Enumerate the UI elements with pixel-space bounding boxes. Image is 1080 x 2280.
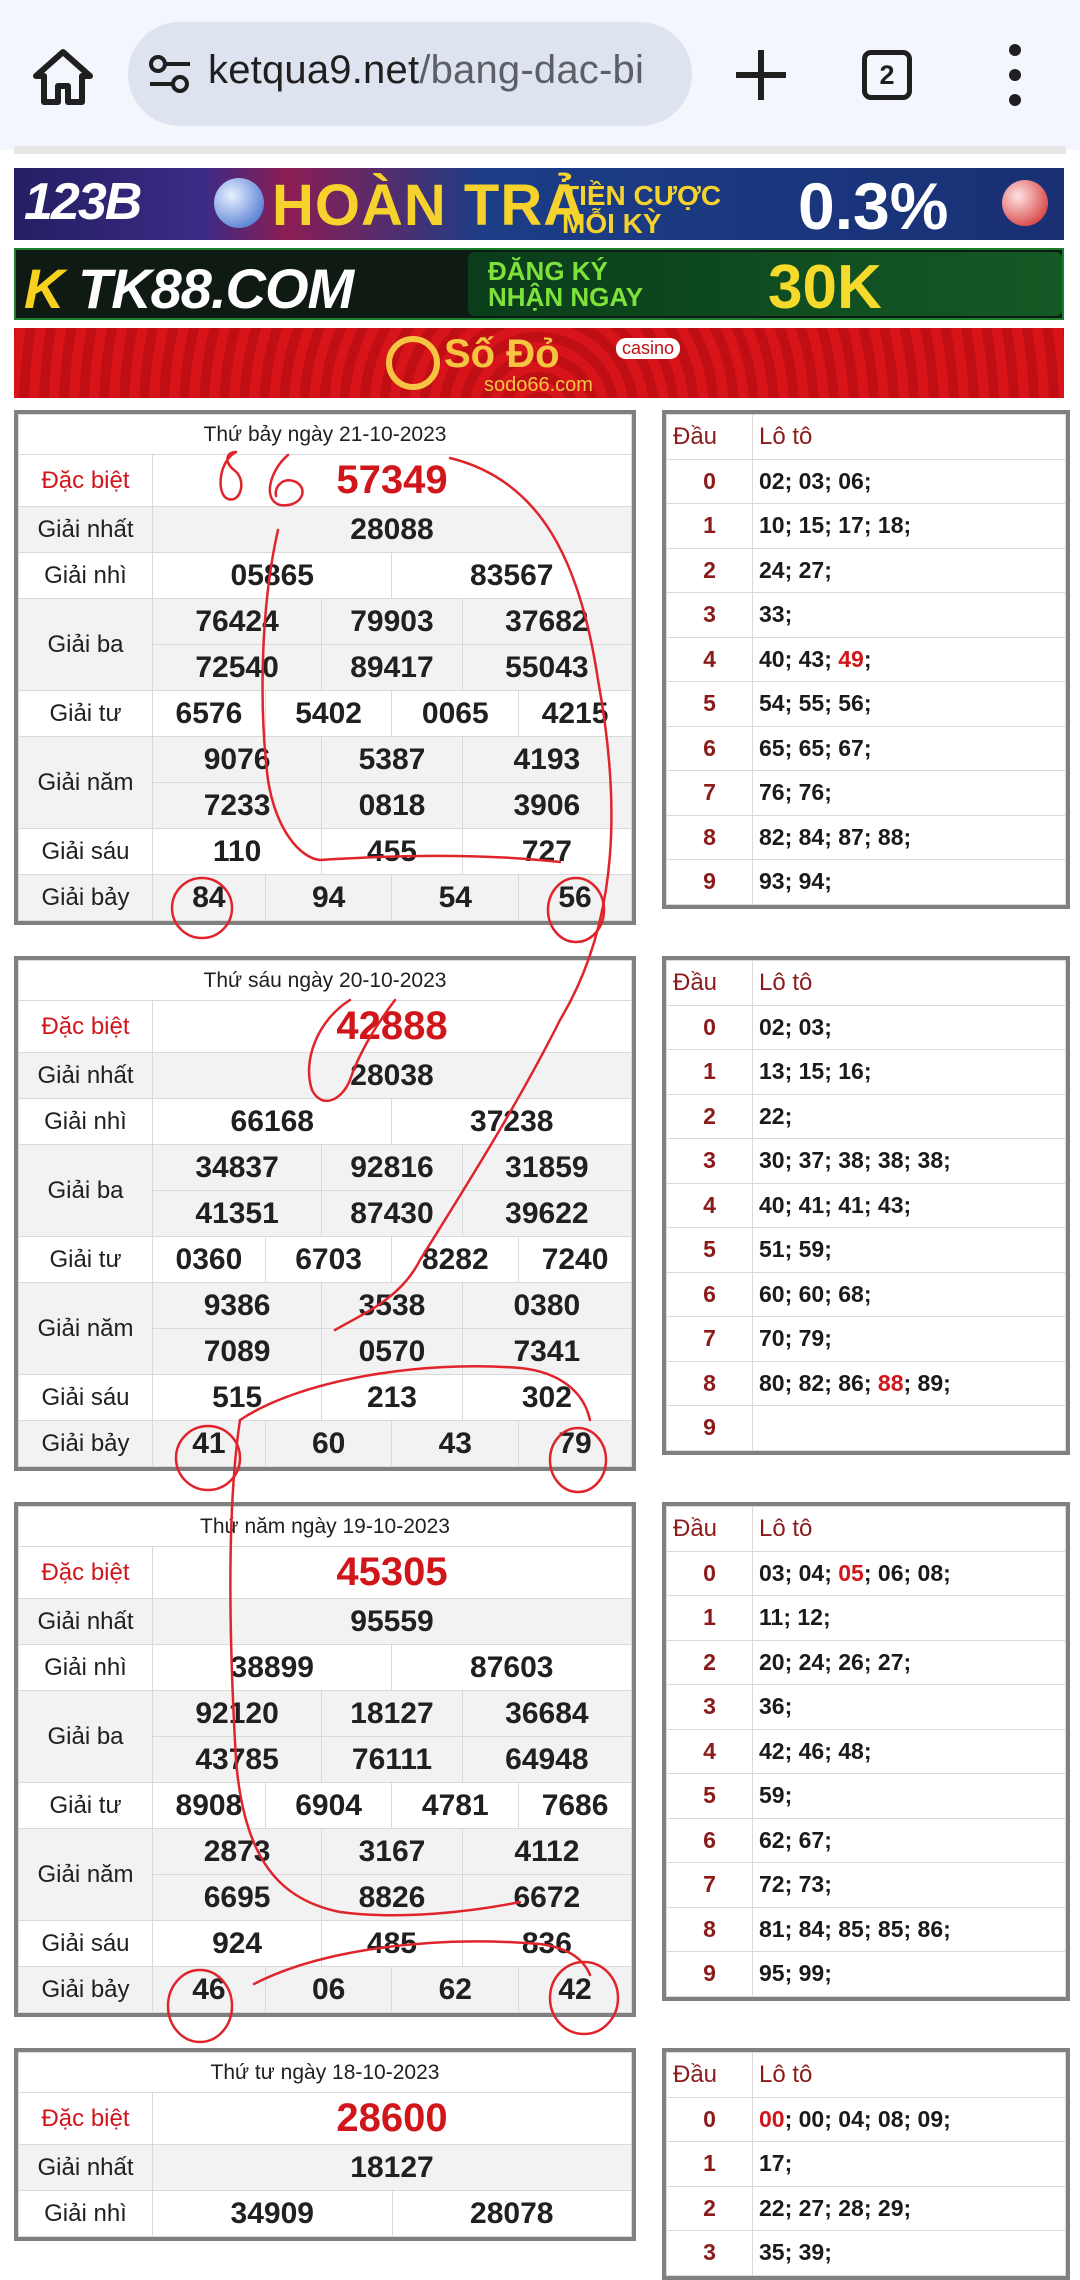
loto-head: 9	[667, 860, 753, 905]
tab-count: 2	[879, 59, 895, 90]
prize-number: 37682	[462, 599, 631, 645]
loto-values: 51; 59;	[753, 1228, 1066, 1273]
label-second: Giải nhì	[19, 1099, 153, 1145]
prize-number: 6672	[462, 1875, 631, 1921]
draw-date: Thứ sáu ngày 20-10-2023	[19, 961, 632, 1001]
loto-head-label: Đầu	[667, 415, 753, 460]
loto-head: 2	[667, 1094, 753, 1139]
loto-head: 8	[667, 815, 753, 860]
prize-number: 36684	[462, 1691, 631, 1737]
prize-number: 213	[322, 1375, 463, 1421]
banner-logo: 123B	[24, 173, 141, 231]
loto-special-value: 00	[759, 2105, 785, 2132]
prize-number: 34909	[153, 2191, 393, 2237]
prize-number: 06	[265, 1967, 392, 2013]
loto-values-label: Lô tô	[753, 1507, 1066, 1552]
prize-number: 87430	[322, 1191, 463, 1237]
prize-number: 7686	[519, 1783, 632, 1829]
prize-number: 87603	[392, 1645, 632, 1691]
loto-head: 3	[667, 593, 753, 638]
label-third: Giải ba	[19, 599, 153, 691]
label-sixth: Giải sáu	[19, 1921, 153, 1967]
loto-values: 93; 94;	[753, 860, 1066, 905]
prize-number: 0818	[322, 783, 463, 829]
prize-number: 38899	[153, 1645, 392, 1691]
loto-head-label: Đầu	[667, 2053, 753, 2098]
prize-number: 89417	[322, 645, 463, 691]
page-divider	[14, 146, 1066, 154]
lottery-ball-icon	[1002, 180, 1048, 226]
label-special: Đặc biệt	[19, 2093, 153, 2145]
loto-head: 4	[667, 1183, 753, 1228]
draw-date: Thứ bảy ngày 21-10-2023	[19, 415, 632, 455]
loto-values: 24; 27;	[753, 548, 1066, 593]
prize-number: 5387	[322, 737, 463, 783]
first-prize: 95559	[153, 1599, 632, 1645]
special-prize: 45305	[153, 1547, 632, 1599]
loto-head: 0	[667, 2097, 753, 2142]
loto-head: 0	[667, 1551, 753, 1596]
home-icon[interactable]	[28, 42, 98, 112]
prize-number: 8826	[322, 1875, 463, 1921]
loto-values: 54; 55; 56;	[753, 682, 1066, 727]
label-third: Giải ba	[19, 1691, 153, 1783]
prize-number: 2873	[153, 1829, 322, 1875]
loto-head: 9	[667, 1952, 753, 1997]
prize-number: 62	[392, 1967, 519, 2013]
ad-banner-tk88[interactable]	[14, 248, 1064, 320]
banner-promo	[468, 252, 1062, 322]
label-first: Giải nhất	[19, 1053, 153, 1099]
loto-head: 7	[667, 771, 753, 816]
prize-number: 302	[462, 1375, 631, 1421]
label-second: Giải nhì	[19, 1645, 153, 1691]
prize-number: 41351	[153, 1191, 322, 1237]
prize-number: 6703	[265, 1237, 392, 1283]
loto-head: 9	[667, 1406, 753, 1451]
draw-date: Thứ tư ngày 18-10-2023	[19, 2053, 632, 2093]
loto-values-tail: ; 00; 04; 08; 09;	[784, 2105, 951, 2132]
loto-values: 30; 37; 38; 38; 38;	[753, 1139, 1066, 1184]
loto-values-label: Lô tô	[753, 2053, 1066, 2098]
browser-toolbar	[0, 0, 1080, 150]
banner-reg1: ĐĂNG KÝ	[488, 256, 608, 286]
banner-casino-tag: casino	[616, 338, 680, 359]
prize-number: 41	[153, 1421, 266, 1467]
label-seventh: Giải bảy	[19, 1967, 153, 2013]
loto-head: 6	[667, 1272, 753, 1317]
prize-number: 9076	[153, 737, 322, 783]
url-text	[208, 48, 644, 93]
loto-head: 2	[667, 1640, 753, 1685]
first-prize: 28088	[153, 507, 632, 553]
banner-subline	[562, 182, 721, 238]
ad-banner-sodo[interactable]	[14, 328, 1064, 398]
loto-values: 76; 76;	[753, 771, 1066, 816]
label-seventh: Giải bảy	[19, 875, 153, 921]
loto-head: 5	[667, 1228, 753, 1273]
prize-number: 84	[153, 875, 266, 921]
prize-number: 0570	[322, 1329, 463, 1375]
draw-date: Thứ năm ngày 19-10-2023	[19, 1507, 632, 1547]
prize-number: 92816	[322, 1145, 463, 1191]
special-prize: 28600	[153, 2093, 632, 2145]
loto-values: 35; 39;	[753, 2231, 1066, 2276]
prize-number: 6904	[265, 1783, 392, 1829]
prize-number: 9386	[153, 1283, 322, 1329]
loto-head: 2	[667, 548, 753, 593]
prize-number: 76111	[322, 1737, 463, 1783]
banner-sub1: TIỀN CƯỢC	[562, 180, 722, 211]
loto-values-text: 40; 43;	[759, 645, 839, 672]
prize-number: 60	[265, 1421, 392, 1467]
label-special: Đặc biệt	[19, 1547, 153, 1599]
prize-number: 31859	[462, 1145, 631, 1191]
loto-values: 13; 15; 16;	[753, 1050, 1066, 1095]
loto-values: 65; 65; 67;	[753, 726, 1066, 771]
loto-values: 11; 12;	[753, 1596, 1066, 1641]
loto-values: 82; 84; 87; 88;	[753, 815, 1066, 860]
prize-number: 94	[265, 875, 392, 921]
overflow-menu-icon[interactable]	[1000, 42, 1030, 108]
label-second: Giải nhì	[19, 2191, 153, 2237]
loto-values-tail: ; 06; 08;	[863, 1559, 951, 1586]
loto-values: 22;	[753, 1094, 1066, 1139]
banner-reg2: NHẬN NGAY	[488, 282, 644, 312]
loto-values: 40; 41; 41; 43;	[753, 1183, 1066, 1228]
url-path: /bang-dac-bi	[419, 48, 645, 92]
first-prize: 28038	[153, 1053, 632, 1099]
loto-values: 60; 60; 68;	[753, 1272, 1066, 1317]
prize-number: 0360	[153, 1237, 266, 1283]
prize-number: 92120	[153, 1691, 322, 1737]
label-second: Giải nhì	[19, 553, 153, 599]
loto-values: 02; 03;	[753, 1005, 1066, 1050]
special-prize: 42888	[153, 1001, 632, 1053]
label-fifth: Giải năm	[19, 1829, 153, 1921]
label-fourth: Giải tư	[19, 1237, 153, 1283]
label-sixth: Giải sáu	[19, 1375, 153, 1421]
label-first: Giải nhất	[19, 507, 153, 553]
banner-percent: 0.3%	[798, 169, 949, 243]
label-fifth: Giải năm	[19, 737, 153, 829]
loto-head: 0	[667, 1005, 753, 1050]
loto-head: 1	[667, 504, 753, 549]
prize-number: 7233	[153, 783, 322, 829]
prize-number: 836	[462, 1921, 631, 1967]
loto-head: 7	[667, 1317, 753, 1362]
loto-head: 2	[667, 2186, 753, 2231]
prize-number: 4112	[462, 1829, 631, 1875]
banner-register	[488, 258, 643, 310]
prize-number: 18127	[322, 1691, 463, 1737]
prize-number: 05865	[153, 553, 392, 599]
lottery-ball-icon	[214, 178, 264, 228]
loto-values: 42; 46; 48;	[753, 1729, 1066, 1774]
label-first: Giải nhất	[19, 2145, 153, 2191]
prize-number: 43785	[153, 1737, 322, 1783]
prize-number: 79	[519, 1421, 632, 1467]
loto-values: 59;	[753, 1774, 1066, 1819]
label-fourth: Giải tư	[19, 1783, 153, 1829]
loto-values: 95; 99;	[753, 1952, 1066, 1997]
prize-number: 727	[462, 829, 631, 875]
new-tab-icon[interactable]	[730, 44, 792, 106]
loto-values: 10; 15; 17; 18;	[753, 504, 1066, 549]
prize-number: 110	[153, 829, 322, 875]
prize-number: 76424	[153, 599, 322, 645]
banner-logo-text: TK88.COM	[78, 257, 354, 320]
prize-number: 72540	[153, 645, 322, 691]
loto-head: 3	[667, 2231, 753, 2276]
prize-number: 3167	[322, 1829, 463, 1875]
loto-values: 02; 03; 06;	[753, 459, 1066, 504]
site-settings-icon[interactable]	[148, 54, 192, 94]
loto-values-label: Lô tô	[753, 415, 1066, 460]
prize-number: 8908	[153, 1783, 266, 1829]
url-domain: ketqua9.net	[208, 48, 420, 92]
prize-number: 39622	[462, 1191, 631, 1237]
first-prize: 18127	[153, 2145, 632, 2191]
tab-switcher-button[interactable]	[862, 50, 912, 100]
banner-logo: Số Đỏ	[444, 332, 560, 376]
prize-number: 64948	[462, 1737, 631, 1783]
loto-values: 20; 24; 26; 27;	[753, 1640, 1066, 1685]
label-fourth: Giải tư	[19, 691, 153, 737]
loto-values-text: 80; 82; 86;	[759, 1369, 878, 1396]
loto-head: 3	[667, 1139, 753, 1184]
ad-banner-123b[interactable]	[14, 168, 1064, 243]
loto-values: 81; 84; 85; 85; 86;	[753, 1907, 1066, 1952]
prize-number: 66168	[153, 1099, 392, 1145]
loto-values-label: Lô tô	[753, 961, 1066, 1006]
special-prize: 57349	[153, 455, 632, 507]
loto-head: 1	[667, 1596, 753, 1641]
prize-number: 54	[392, 875, 519, 921]
label-first: Giải nhất	[19, 1599, 153, 1645]
banner-amount: 30K	[768, 253, 882, 322]
prize-number: 7341	[462, 1329, 631, 1375]
loto-special-value: 88	[877, 1369, 904, 1396]
label-special: Đặc biệt	[19, 455, 153, 507]
loto-head: 1	[667, 2142, 753, 2187]
prize-number: 43	[392, 1421, 519, 1467]
loto-values-tail: ;	[863, 645, 872, 672]
loto-table	[662, 956, 1070, 1455]
loto-head: 4	[667, 637, 753, 682]
loto-values: 62; 67;	[753, 1818, 1066, 1863]
label-third: Giải ba	[19, 1145, 153, 1237]
banner-headline: HOÀN TRẢ	[272, 173, 587, 238]
loto-table	[662, 410, 1070, 909]
loto-values	[753, 1406, 1066, 1451]
prize-number: 5402	[265, 691, 392, 737]
loto-values	[753, 2097, 1066, 2142]
loto-head-label: Đầu	[667, 1507, 753, 1552]
label-special: Đặc biệt	[19, 1001, 153, 1053]
loto-values: 70; 79;	[753, 1317, 1066, 1362]
label-sixth: Giải sáu	[19, 829, 153, 875]
loto-head: 8	[667, 1907, 753, 1952]
prize-number: 3538	[322, 1283, 463, 1329]
banner-domain: sodo66.com	[484, 374, 593, 396]
loto-values-tail: ; 89;	[903, 1369, 951, 1396]
loto-values: 22; 27; 28; 29;	[753, 2186, 1066, 2231]
prize-number: 6576	[153, 691, 266, 737]
prize-number: 7240	[519, 1237, 632, 1283]
prize-number: 6695	[153, 1875, 322, 1921]
prize-number: 42	[519, 1967, 632, 2013]
prize-number: 55043	[462, 645, 631, 691]
loto-head: 5	[667, 682, 753, 727]
label-seventh: Giải bảy	[19, 1421, 153, 1467]
results-table	[14, 410, 636, 925]
prize-number: 4215	[519, 691, 632, 737]
prize-number: 0065	[392, 691, 519, 737]
loto-head: 0	[667, 459, 753, 504]
loto-head: 6	[667, 726, 753, 771]
loto-values: 36;	[753, 1685, 1066, 1730]
prize-number: 37238	[392, 1099, 632, 1145]
address-bar[interactable]	[128, 22, 692, 126]
loto-values	[753, 1551, 1066, 1596]
prize-number: 515	[153, 1375, 322, 1421]
loto-special-value: 49	[838, 645, 864, 672]
prize-number: 7089	[153, 1329, 322, 1375]
prize-number: 46	[153, 1967, 266, 2013]
banner-sub2: MỖI KỲ	[562, 208, 662, 239]
prize-number: 4781	[392, 1783, 519, 1829]
loto-head: 3	[667, 1685, 753, 1730]
loto-head: 4	[667, 1729, 753, 1774]
loto-head: 1	[667, 1050, 753, 1095]
results-table	[14, 1502, 636, 2017]
loto-head-label: Đầu	[667, 961, 753, 1006]
prize-number: 79903	[322, 599, 463, 645]
prize-number: 924	[153, 1921, 322, 1967]
loto-special-value: 05	[838, 1559, 864, 1586]
loto-table	[662, 1502, 1070, 2001]
prize-number: 4193	[462, 737, 631, 783]
prize-number: 56	[519, 875, 632, 921]
loto-values: 72; 73;	[753, 1863, 1066, 1908]
loto-head: 5	[667, 1774, 753, 1819]
prize-number: 3906	[462, 783, 631, 829]
results-table	[14, 2048, 636, 2241]
results-table	[14, 956, 636, 1471]
label-fifth: Giải năm	[19, 1283, 153, 1375]
loto-head: 8	[667, 1361, 753, 1406]
loto-values	[753, 637, 1066, 682]
prize-number: 485	[322, 1921, 463, 1967]
prize-number: 28078	[392, 2191, 632, 2237]
banner-logo	[24, 256, 353, 321]
prize-number: 83567	[392, 553, 632, 599]
loto-head: 7	[667, 1863, 753, 1908]
loto-values: 17;	[753, 2142, 1066, 2187]
prize-number: 0380	[462, 1283, 631, 1329]
loto-values	[753, 1361, 1066, 1406]
prize-number: 455	[322, 829, 463, 875]
loto-values-text: 03; 04;	[759, 1559, 839, 1586]
banner-logo-k: K	[24, 257, 64, 320]
prize-number: 8282	[392, 1237, 519, 1283]
loto-head: 6	[667, 1818, 753, 1863]
banner-logo-circle	[386, 336, 440, 390]
loto-values: 33;	[753, 593, 1066, 638]
prize-number: 34837	[153, 1145, 322, 1191]
loto-table	[662, 2048, 1070, 2280]
